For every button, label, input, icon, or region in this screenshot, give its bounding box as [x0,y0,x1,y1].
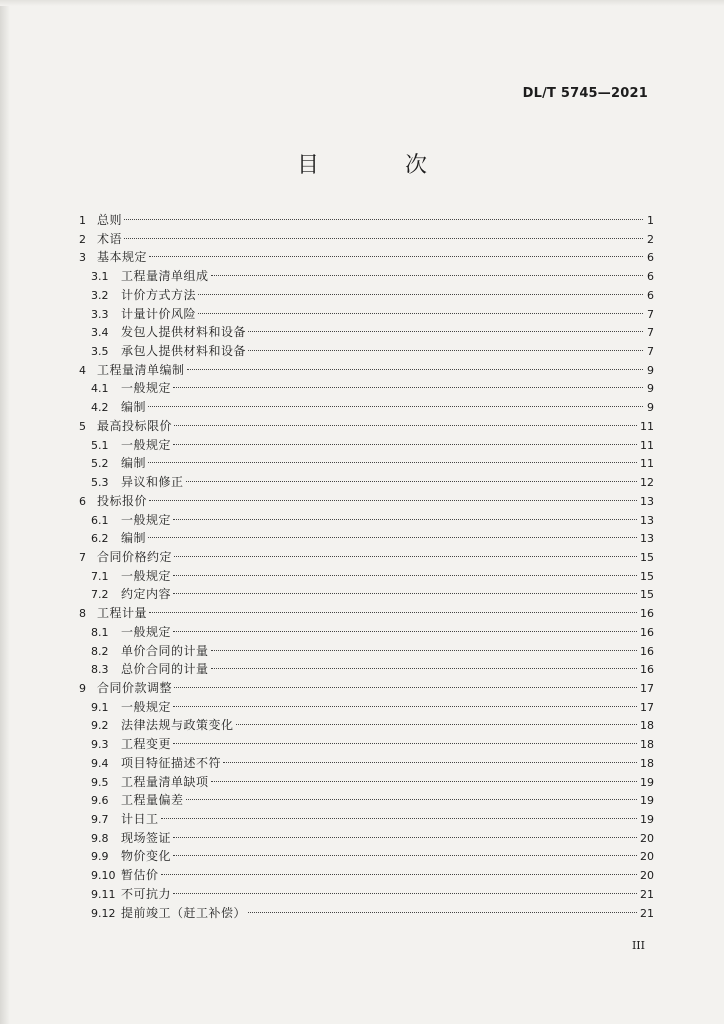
toc-leader-dots [186,481,637,482]
toc-entry-number: 3.5 [91,345,109,359]
toc-entry-number: 3.3 [91,307,109,321]
toc-entry-number: 6 [79,494,86,508]
toc-entry-page: 19 [640,794,654,808]
toc-entry-label: 一般规定 [121,624,172,639]
toc-leader-dots [173,743,637,744]
toc-entry-label: 承包人提供材料和设备 [121,344,247,359]
toc-leader-dots [248,331,643,332]
toc-entry-label: 工程量清单组成 [121,269,209,284]
toc-section-entry[interactable] [79,585,654,604]
toc-chapter-entry[interactable] [79,417,654,436]
toc-leader-dots [173,387,643,388]
toc-entry-page: 18 [640,756,654,770]
toc-entry-page: 16 [640,607,654,621]
page-folio: III [631,939,645,952]
toc-entry-number: 9.7 [91,813,109,826]
toc-entry-label: 术语 [97,231,123,246]
toc-entry-label: 计价方式方法 [121,287,197,302]
toc-entry-page: 20 [640,831,654,845]
toc-entry-number: 4.1 [91,382,109,396]
toc-entry-number: 1 [79,214,86,227]
toc-section-entry[interactable] [79,342,654,361]
toc-leader-dots [174,425,637,426]
toc-section-entry[interactable] [79,305,654,324]
toc-chapter-entry[interactable] [79,248,654,267]
toc-entry-page: 7 [647,326,654,340]
toc-entry-number: 9.12 [91,906,116,920]
toc-entry-label: 不可抗力 [121,886,172,901]
toc-entry-page: 2 [647,232,654,246]
toc-entry-page: 13 [640,494,654,508]
toc-entry-label: 一般规定 [121,437,172,452]
toc-entry-page: 12 [640,476,654,490]
toc-section-entry[interactable] [79,567,654,586]
toc-leader-dots [211,781,637,782]
toc-section-entry[interactable] [79,642,654,661]
toc-entry-page: 16 [640,625,654,639]
toc-entry-label: 编制 [121,456,147,471]
toc-leader-dots [173,444,637,445]
toc-section-entry[interactable] [79,791,654,810]
toc-entry-page: 20 [640,850,654,864]
toc-leader-dots [148,406,643,407]
toc-section-entry[interactable] [79,660,654,679]
toc-entry-label: 暂估价 [121,868,159,883]
toc-section-entry[interactable] [79,379,654,398]
toc-leader-dots [173,593,637,594]
toc-leader-dots [186,799,637,800]
toc-leader-dots [161,818,637,819]
page-title: 目 次 [296,153,459,178]
toc-entry-page: 13 [640,532,654,546]
toc-entry-number: 6.2 [91,532,109,546]
toc-section-entry[interactable] [79,810,654,829]
toc-entry-page: 13 [640,513,654,527]
toc-leader-dots [198,313,643,314]
toc-section-entry[interactable] [79,511,654,530]
toc-entry-number: 2 [79,232,86,246]
toc-entry-label: 工程量清单编制 [97,362,185,377]
toc-leader-dots [173,706,637,707]
toc-entry-number: 8.3 [91,663,109,677]
toc-leader-dots [174,556,637,557]
toc-leader-dots [173,893,637,894]
toc-section-entry[interactable] [79,847,654,866]
toc-section-entry[interactable] [79,473,654,492]
toc-entry-label: 工程量清单缺项 [121,774,209,789]
toc-entry-page: 21 [640,906,654,920]
toc-entry-label: 发包人提供材料和设备 [121,325,247,340]
toc-entry-label: 工程计量 [97,606,148,621]
toc-entry-number: 7 [79,550,86,564]
toc-leader-dots [173,519,637,520]
toc-entry-label: 一般规定 [121,568,172,583]
toc-section-entry[interactable] [79,754,654,773]
toc-entry-number: 9.4 [91,756,109,770]
toc-entry-number: 9.3 [91,738,109,752]
toc-entry-label: 项目特征描述不符 [121,755,222,770]
toc-leader-dots [248,350,643,351]
toc-chapter-entry[interactable] [79,230,654,249]
toc-entry-label: 合同价款调整 [97,680,173,695]
toc-entry-number: 3.2 [91,288,109,302]
toc-entry-label: 提前竣工（赶工补偿） [121,905,247,920]
toc-entry-number: 8.1 [91,625,109,639]
toc-entry-number: 9 [79,681,86,695]
toc-entry-page: 6 [647,270,654,284]
toc-entry-page: 11 [640,457,654,471]
toc-entry-number: 9.5 [91,775,109,789]
toc-leader-dots [148,537,637,538]
toc-entry-page: 6 [647,251,654,265]
toc-leader-dots [223,762,637,763]
toc-section-entry[interactable] [79,904,654,923]
toc-entry-page: 9 [647,382,654,396]
toc-entry-label: 计量计价风险 [121,306,197,321]
toc-leader-dots [149,256,643,257]
toc-entry-page: 18 [640,719,654,733]
toc-chapter-entry[interactable] [79,361,654,380]
toc-section-entry[interactable] [79,735,654,754]
toc-leader-dots [148,462,637,463]
toc-section-entry[interactable] [79,454,654,473]
toc-entry-page: 11 [640,419,654,433]
toc-entry-label: 单价合同的计量 [121,643,209,658]
toc-entry-page: 9 [647,363,654,377]
toc-list [79,211,654,922]
toc-leader-dots [149,500,637,501]
toc-leader-dots [124,219,643,220]
toc-chapter-entry[interactable] [79,679,654,698]
toc-entry-page: 6 [647,288,654,302]
toc-entry-label: 工程变更 [121,737,172,752]
toc-entry-label: 异议和修正 [121,475,184,490]
toc-leader-dots [149,612,637,613]
toc-entry-page: 20 [640,869,654,883]
toc-entry-label: 现场签证 [121,830,172,845]
toc-entry-number: 8.2 [91,644,109,658]
toc-entry-number: 4.2 [91,401,109,415]
toc-leader-dots [173,631,637,632]
toc-entry-number: 5 [79,419,86,433]
toc-leader-dots [248,912,637,913]
toc-entry-number: 8 [79,607,86,621]
toc-section-entry[interactable] [79,829,654,848]
toc-entry-label: 编制 [121,400,147,415]
toc-section-entry[interactable] [79,267,654,286]
toc-entry-label: 基本规定 [97,250,148,265]
toc-entry-number: 9.11 [91,887,116,901]
toc-entry-label: 工程量偏差 [121,793,184,808]
toc-leader-dots [161,874,637,875]
toc-leader-dots [236,724,637,725]
toc-entry-label: 一般规定 [121,512,172,527]
toc-entry-label: 最高投标限价 [97,418,173,433]
toc-leader-dots [211,275,643,276]
toc-entry-label: 合同价格约定 [97,549,173,564]
toc-entry-page: 15 [640,588,654,602]
toc-entry-label: 法律法规与政策变化 [121,718,234,733]
toc-section-entry[interactable] [79,323,654,342]
toc-entry-page: 1 [647,214,654,227]
toc-entry-number: 9.9 [91,850,109,864]
toc-section-entry[interactable] [79,436,654,455]
toc-leader-dots [173,837,637,838]
toc-entry-page: 19 [640,775,654,789]
toc-entry-number: 3.1 [91,270,109,284]
toc-entry-page: 15 [640,550,654,564]
toc-entry-page: 18 [640,738,654,752]
toc-leader-dots [211,650,637,651]
toc-section-entry[interactable] [79,398,654,417]
toc-leader-dots [173,575,637,576]
toc-entry-number: 5.2 [91,457,109,471]
toc-chapter-entry[interactable] [79,548,654,567]
toc-entry-label: 一般规定 [121,699,172,714]
toc-entry-label: 总则 [97,213,123,227]
toc-section-entry[interactable] [79,716,654,735]
toc-entry-page: 15 [640,569,654,583]
toc-entry-page: 16 [640,663,654,677]
toc-entry-page: 19 [640,813,654,826]
toc-leader-dots [124,238,643,239]
toc-entry-page: 9 [647,401,654,415]
toc-chapter-entry[interactable] [79,492,654,511]
toc-leader-dots [187,369,643,370]
toc-entry-page: 7 [647,307,654,321]
toc-entry-label: 物价变化 [121,849,172,864]
toc-entry-label: 一般规定 [121,381,172,396]
toc-entry-number: 9.10 [91,869,116,883]
toc-leader-dots [198,294,643,295]
toc-leader-dots [174,687,637,688]
toc-entry-page: 11 [640,438,654,452]
toc-entry-page: 17 [640,681,654,695]
toc-entry-number: 7.1 [91,569,109,583]
toc-section-entry[interactable] [79,698,654,717]
toc-entry-number: 5.1 [91,438,109,452]
toc-entry-page: 21 [640,887,654,901]
toc-section-entry[interactable] [79,866,654,885]
toc-entry-number: 7.2 [91,588,109,602]
toc-entry-number: 9.6 [91,794,109,808]
toc-chapter-entry[interactable] [79,604,654,623]
toc-entry-label: 约定内容 [121,587,172,602]
toc-section-entry[interactable] [79,286,654,305]
toc-entry-page: 16 [640,644,654,658]
toc-entry-number: 3 [79,251,86,265]
toc-entry-number: 9.2 [91,719,109,733]
toc-section-entry[interactable] [79,529,654,548]
toc-section-entry[interactable] [79,623,654,642]
toc-entry-number: 9.1 [91,700,109,714]
toc-entry-page: 7 [647,345,654,359]
toc-section-entry[interactable] [79,885,654,904]
toc-entry-label: 总价合同的计量 [121,662,209,677]
toc-entry-page: 17 [640,700,654,714]
toc-entry-label: 投标报价 [97,493,148,508]
toc-entry-number: 6.1 [91,513,109,527]
toc-entry-number: 4 [79,363,86,377]
toc-entry-number: 3.4 [91,326,109,340]
toc-entry-label: 计日工 [121,812,159,826]
toc-entry-label: 编制 [121,531,147,546]
toc-section-entry[interactable] [79,773,654,792]
toc-entry-number: 9.8 [91,831,109,845]
toc-entry-number: 5.3 [91,476,109,490]
toc-chapter-entry[interactable] [79,211,654,230]
scan-top-shadow [0,0,724,6]
standard-code: DL/T 5745—2021 [522,86,648,101]
toc-leader-dots [173,855,637,856]
toc-leader-dots [211,668,637,669]
